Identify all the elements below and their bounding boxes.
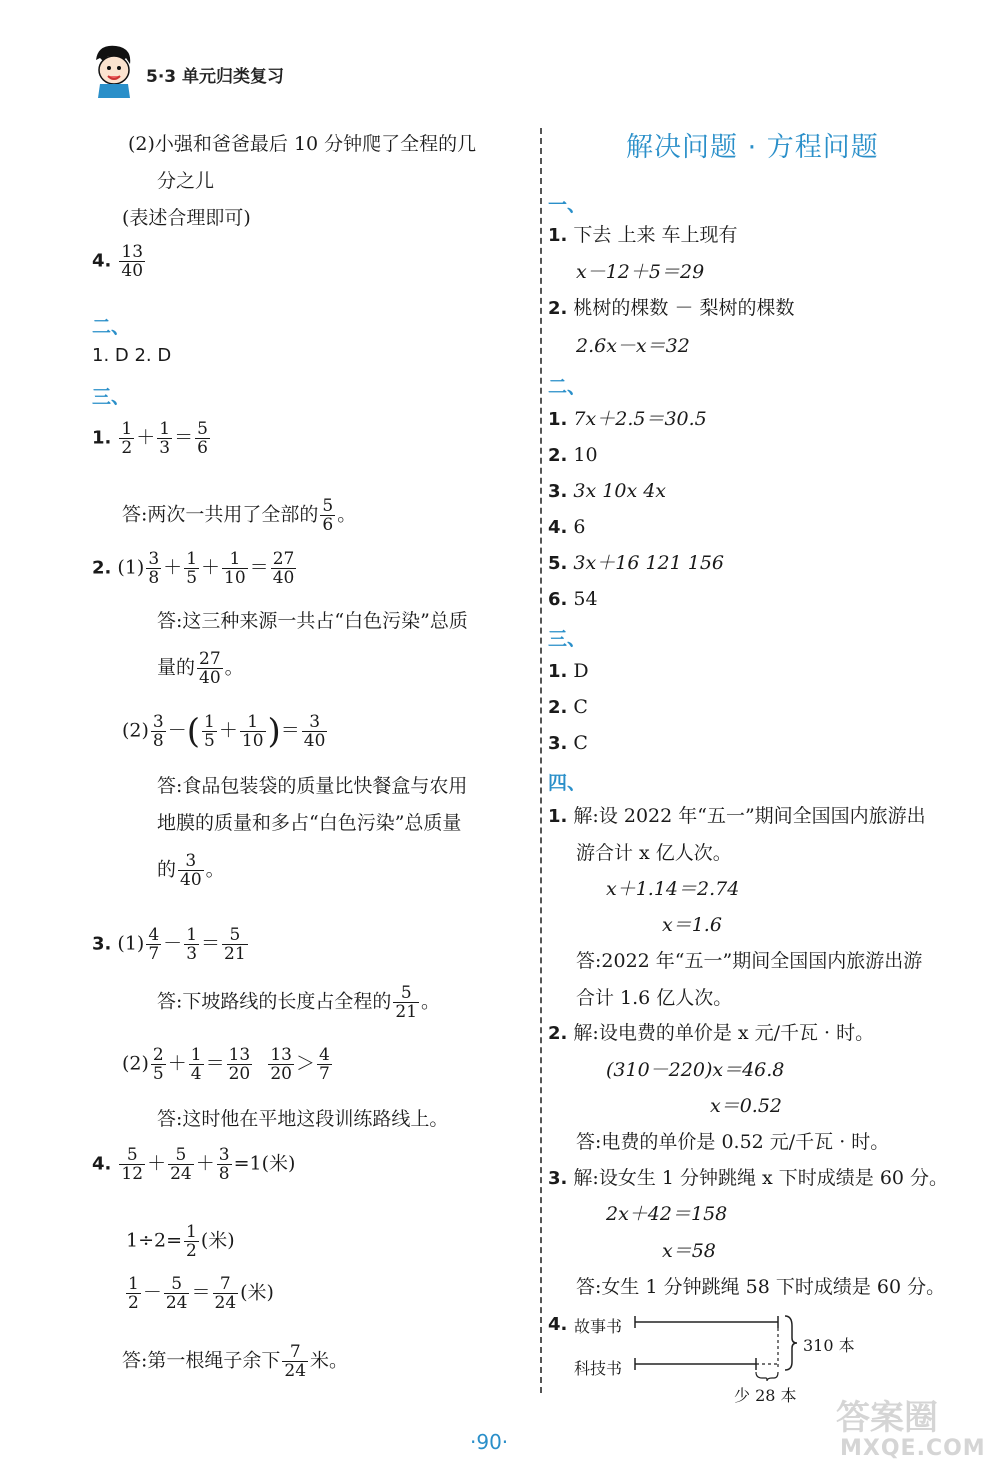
q2-note: (表述合理即可) [122,207,251,229]
r-s4-q3-line1: 3. 解:设女生 1 分钟跳绳 x 下时成绩是 60 分。 [548,1167,949,1189]
r-s4-q2-eq1: (310－220)x＝46.8 [606,1059,785,1081]
section-title: 解决问题 · 方程问题 [626,132,879,163]
q3p1-equation: 3. (1) $\frac{4}{7}$ － $\frac{1}{3}$ ＝ $\frac{5}{21}$ [92,925,246,964]
q4b-equation-3: $\frac{1}{2}$ － $\frac{5}{24}$ ＝ $\frac{7}{24}$ (米) [128,1274,274,1313]
r-s2-item: 5. 3x＋16 121 156 [548,552,725,574]
r-s4-q3-ans: 答:女生 1 分钟跳绳 58 下时成绩是 60 分。 [576,1276,946,1298]
r-s1-q2-eq: 2.6x－x＝32 [576,335,690,357]
cartoon-boy-icon [88,40,138,100]
r-s4-q1-line2: 游合计 x 亿人次。 [576,842,732,864]
r-s2-item: 4. 6 [548,516,586,538]
r-s1-q1: 1. 下去 上来 车上现有 [548,224,738,246]
r-s2-item: 3. 3x 10x 4x [548,480,667,502]
q2-line1: (2)小强和爸爸最后 10 分钟爬了全程的几 [128,133,477,155]
diagram-difference: 少 28 本 [734,1386,797,1405]
q1-answer: 答:两次一共用了全部的 $\frac{5}{6}$ 。 [122,496,357,535]
r-s4-q1-eq1: x＋1.14＝2.74 [606,878,740,900]
r-s3-item: 1. D [548,660,589,682]
line-segment-diagram [630,1312,800,1382]
r-s4-q3-eq2: x＝58 [662,1240,716,1262]
q4-answer: 4. $\frac{13}{40}$ [92,242,144,281]
r-s4-q1-ans1: 答:2022 年“五一”期间全国国内旅游出游 [576,950,923,972]
q4b-answer: 答:第一根绳子余下 $\frac{7}{24}$ 米。 [122,1342,349,1381]
q3p2-equation: (2) $\frac{2}{5}$ ＋ $\frac{1}{4}$ ＝ $\frac{13}{20}$ $\frac{13}{20}$ ＞ $\frac{4}{7}$ [122,1045,330,1084]
r-s1-q1-eq: x－12＋5＝29 [576,261,705,283]
q3p1-answer: 答:下坡路线的长度占全程的 $\frac{5}{21}$ 。 [157,983,441,1022]
q4b-equation-1: 4. $\frac{5}{12}$ ＋ $\frac{5}{24}$ ＋ $\frac{3}{8}$ =1(米) [92,1145,296,1184]
r-section-3-heading: 三、 [548,628,587,650]
r-s2-item: 6. 54 [548,588,598,610]
r-s4-q3-eq1: 2x＋42＝158 [606,1203,728,1225]
section-2-heading: 二、 [92,316,131,338]
q2p1-answer-line2: 量的 $\frac{27}{40}$ 。 [157,649,244,688]
q4b-equation-2: 1÷2= $\frac{1}{2}$ (米) [126,1222,235,1261]
q1-equation: 1. $\frac{1}{2}$ ＋ $\frac{1}{3}$ ＝ $\frac{5}{6}$ [92,419,208,458]
q2p2-equation: (2) $\frac{3}{8}$ －( $\frac{1}{5}$ ＋ $\frac{1}{10}$ )＝ $\frac{3}{40}$ [122,711,326,752]
r-s4-q2-eq2: x＝0.52 [710,1095,783,1117]
q2-line2: 分之儿 [157,170,215,192]
r-s1-q2: 2. 桃树的棵数 － 梨树的棵数 [548,297,795,319]
diagram-total: 310 本 [803,1336,855,1355]
watermark-logo: 答案圈 [836,1398,938,1438]
r-s4-q1-eq2: x＝1.6 [662,914,722,936]
q2p1-equation: 2. (1) $\frac{3}{8}$ ＋ $\frac{1}{5}$ ＋ $\frac{1}{10}$ ＝ $\frac{27}{40}$ [92,549,295,588]
diagram-label-story-books: 故事书 [574,1317,623,1336]
r-section-1-heading: 一、 [548,194,587,216]
q2p2-answer-line1: 答:食品包装袋的质量比快餐盒与农用 [157,775,468,797]
header-title: 5·3 单元归类复习 [146,67,285,87]
r-s4-q2-line1: 2. 解:设电费的单价是 x 元/千瓦 · 时。 [548,1022,875,1044]
header-logo [88,40,138,100]
r-section-2-heading: 二、 [548,376,587,398]
fraction: $\frac{13}{40}$ [121,242,144,281]
r-section-4-heading: 四、 [548,772,587,794]
q2p1-answer-line1: 答:这三种来源一共占“白色污染”总质 [157,610,468,632]
r-s4-q4-label: 4. [548,1314,568,1335]
r-s3-item: 3. C [548,732,588,754]
r-s2-item: 1. 7x＋2.5＝30.5 [548,408,707,430]
r-s3-item: 2. C [548,696,588,718]
diagram-label-science-books: 科技书 [574,1359,623,1378]
r-s4-q1-ans2: 合计 1.6 亿人次。 [576,987,733,1009]
r-s2-item: 2. 10 [548,444,598,466]
r-s4-q2-ans: 答:电费的单价是 0.52 元/千瓦 · 时。 [576,1131,890,1153]
page-number: ·90· [470,1430,509,1454]
section-2-answers: 1. D 2. D [92,345,172,366]
watermark-url: MXQE.COM [840,1436,986,1461]
r-s4-q1-line1: 1. 解:设 2022 年“五一”期间全国国内旅游出 [548,805,926,827]
q2p2-answer-line3: 的 $\frac{3}{40}$ 。 [157,851,225,890]
column-divider [540,128,542,1393]
q2p2-answer-line2: 地膜的质量和多占“白色污染”总质量 [157,812,462,834]
section-3-heading: 三、 [92,386,131,408]
q3p2-answer: 答:这时他在平地这段训练路线上。 [157,1108,449,1130]
